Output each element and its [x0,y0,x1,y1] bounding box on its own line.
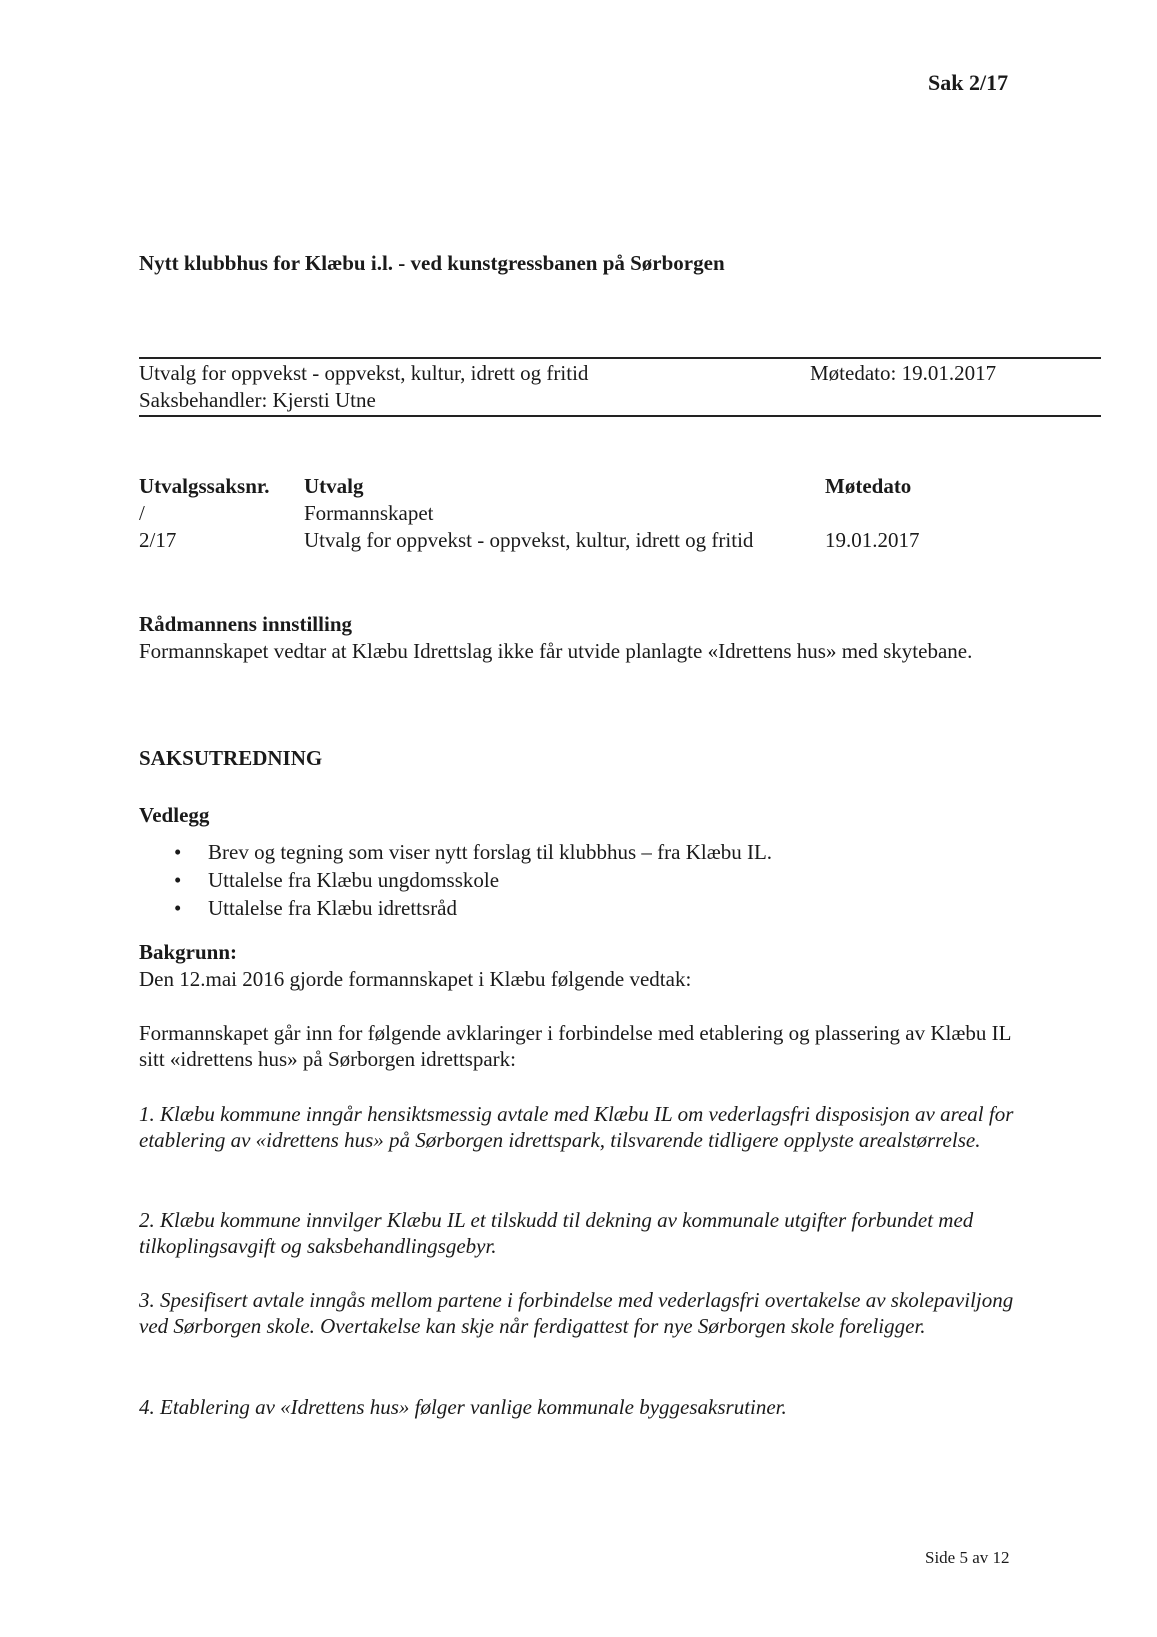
decision-point: 4. Etablering av «Idrettens hus» følger vanlige kommunale byggesaksrutiner. [139,1395,787,1419]
meta-saksbehandler: Saksbehandler: Kjersti Utne [139,388,376,412]
bakgrunn-intro: Den 12.mai 2016 gjorde formannskapet i Klæbu følgende vedtak: [139,967,692,991]
decision-point: 1. Klæbu kommune inngår hensiktsmessig avtale med Klæbu IL om vederlagsfri disposisjon av areal for etablering av «idrettens hus» på Sørborgen idrettspark, tilsvarende tidligere opplyste arealstørrelse. [139,1102,1014,1152]
innstilling-text: Formannskapet vedtar at Klæbu Idrettslag ikke får utvide planlagte «Idrettens hus» med skytebane. [139,639,973,663]
list-item: • Brev og tegning som viser nytt forslag til klubbhus – fra Klæbu IL. [170,838,772,866]
decision-point: 2. Klæbu kommune innvilger Klæbu IL et tilskudd til dekning av kommunale utgifter forbundet med tilkoplingsavgift og saksbehandlingsgebyr. [139,1208,974,1258]
list-item: • Uttalelse fra Klæbu idrettsråd [170,894,772,922]
table-header-saksnr: Utvalgssaksnr. [139,474,270,498]
table-cell: Utvalg for oppvekst - oppvekst, kultur, idrett og fritid [304,528,754,552]
table-header-motedato: Møtedato [825,474,912,498]
case-number: Sak 2/17 [928,70,1009,95]
vedlegg-heading: Vedlegg [139,803,210,827]
top-divider [139,357,1101,359]
meta-utvalg: Utvalg for oppvekst - oppvekst, kultur, idrett og fritid [139,361,589,385]
bakgrunn-lead: Formannskapet går inn for følgende avklaringer i forbindelse med etablering og plassering av Klæbu IL sitt «idrettens hus» på Sørborgen idrettspark: [139,1021,1011,1071]
table-cell: Formannskapet [304,501,434,525]
document-title: Nytt klubbhus for Klæbu i.l. - ved kunstgressbanen på Sørborgen [139,251,725,275]
table-cell: / [139,501,145,525]
list-item: • Uttalelse fra Klæbu ungdomsskole [170,866,772,894]
bakgrunn-heading: Bakgrunn: [139,940,238,964]
meta-motedato: Møtedato: 19.01.2017 [810,361,997,385]
table-cell: 2/17 [139,528,177,552]
table-header-utvalg: Utvalg [304,474,364,498]
bottom-divider [139,415,1101,417]
saksutredning-heading: SAKSUTREDNING [139,746,323,770]
vedlegg-list [170,838,772,922]
page-number: Side 5 av 12 [925,1548,1010,1567]
decision-point: 3. Spesifisert avtale inngås mellom partene i forbindelse med vederlagsfri overtakelse av skolepaviljong ved Sørborgen skole. Overtakelse kan skje når ferdigattest for nye Sørborgen skole foreligger. [139,1288,1014,1338]
innstilling-heading: Rådmannens innstilling [139,612,352,636]
table-cell: 19.01.2017 [825,528,920,552]
